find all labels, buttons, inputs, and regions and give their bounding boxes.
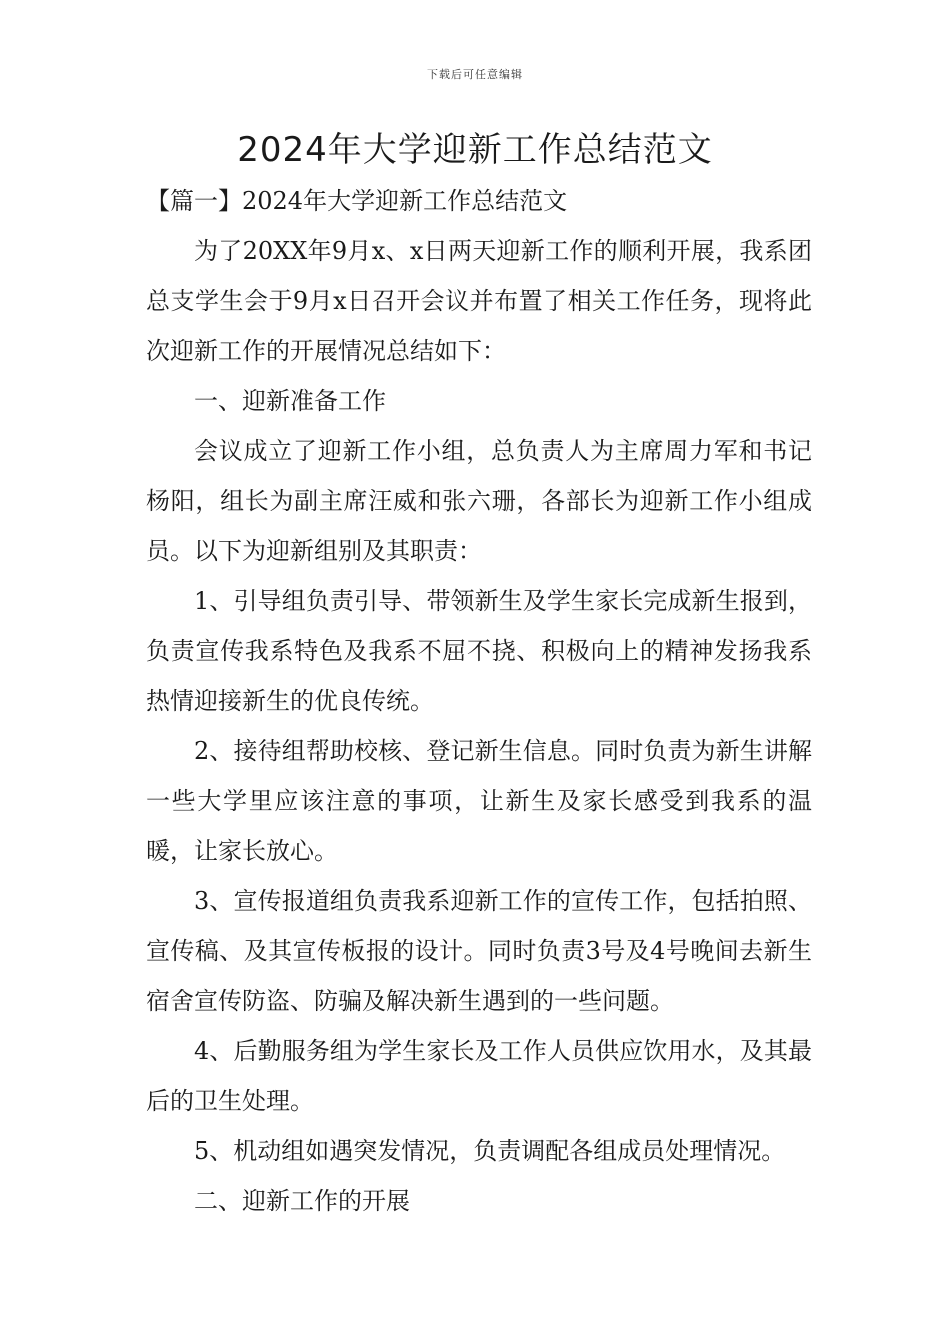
section-label: 【篇一】2024年大学迎新工作总结范文 — [146, 187, 568, 215]
list-item-mobile-group: 5、机动组如遇突发情况，负责调配各组成员处理情况。 — [194, 1137, 786, 1165]
list-item-reception-group: 2、接待组帮助校核、登记新生信息。同时负责为新生讲解一些大学里应该注意的事项，让新生及家长感受到我系的温暖，让家长放心。 — [146, 737, 812, 865]
document-title: 2024年大学迎新工作总结范文 — [237, 130, 713, 170]
list-item-publicity-group: 3、宣传报道组负责我系迎新工作的宣传工作，包括拍照、宣传稿、及其宣传板报的设计。同时负责3号及4号晚间去新生宿舍宣传防盗、防骗及解决新生遇到的一些问题。 — [146, 887, 812, 1015]
list-item-logistics-group: 4、后勤服务组为学生家长及工作人员供应饮用水，及其最后的卫生处理。 — [146, 1037, 812, 1115]
document-body — [146, 176, 812, 1226]
paragraph-intro: 为了20XX年9月x、x日两天迎新工作的顺利开展，我系团总支学生会于9月x日召开会议并布置了相关工作任务，现将此次迎新工作的开展情况总结如下： — [146, 237, 812, 365]
list-item-guide-group: 1、引导组负责引导、带领新生及学生家长完成新生报到，负责宣传我系特色及我系不屈不挠、积极向上的精神发扬我系热情迎接新生的优良传统。 — [146, 587, 812, 715]
header-note: 下载后可任意编辑 — [427, 68, 523, 81]
paragraph-team: 会议成立了迎新工作小组，总负责人为主席周力军和书记杨阳，组长为副主席汪威和张六珊，各部长为迎新工作小组成员。以下为迎新组别及其职责： — [146, 437, 812, 565]
heading-preparation: 一、迎新准备工作 — [194, 387, 386, 415]
heading-execution: 二、迎新工作的开展 — [194, 1187, 410, 1215]
